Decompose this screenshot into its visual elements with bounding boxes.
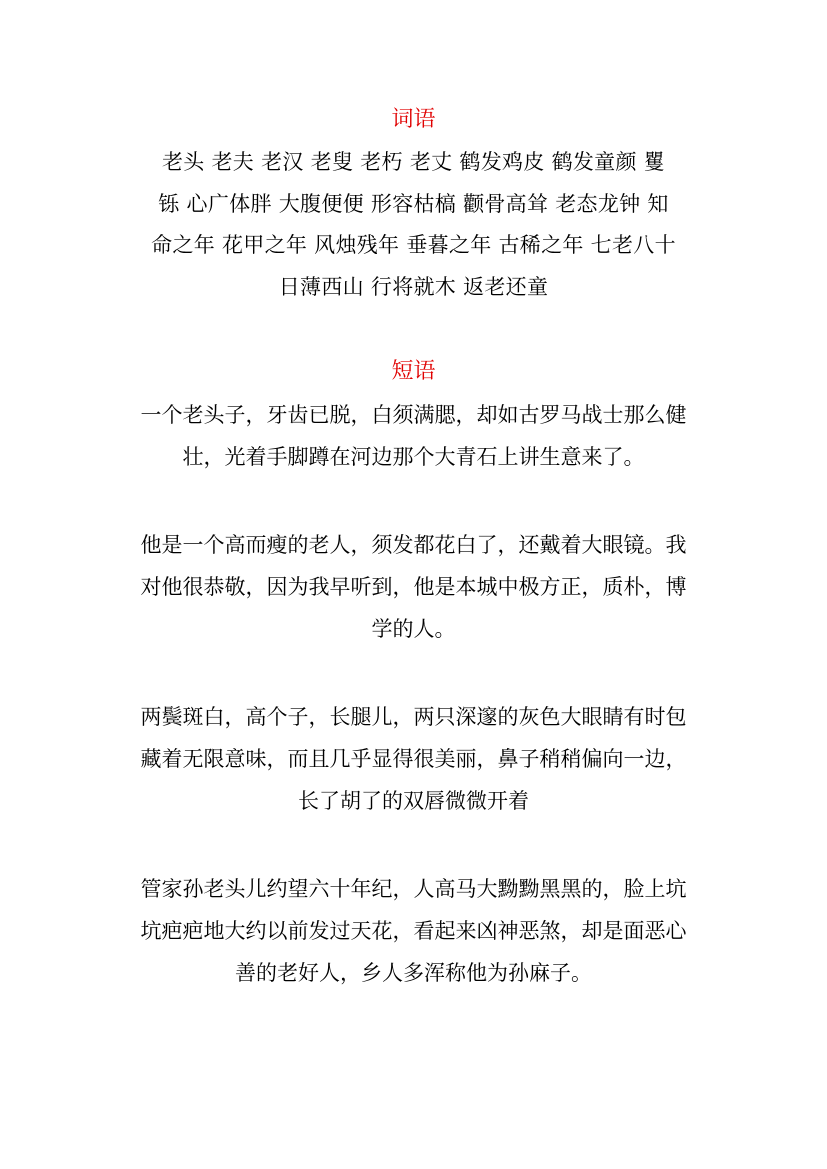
phrase-paragraph-2	[122, 524, 705, 650]
paragraph-line: 两鬓斑白，高个子，长腿儿，两只深邃的灰色大眼睛有时包	[140, 705, 687, 729]
paragraph-line: 学的人。	[371, 617, 456, 641]
paragraph-line: 善的老好人，乡人多浑称他为孙麻子。	[235, 961, 592, 985]
words-line: 命之年 花甲之年 风烛残年 垂暮之年 古稀之年 七老八十	[151, 233, 676, 257]
words-heading: 词语	[391, 107, 436, 132]
paragraph-line: 坑疤疤地大约以前发过天花，看起来凶神恶煞，却是面恶心	[140, 919, 687, 943]
words-line: 日薄西山 行将就木 返老还童	[278, 274, 549, 299]
paragraph-line: 对他很恭敬，因为我早听到，他是本城中极方正，质朴，博	[140, 575, 687, 599]
paragraph-line: 壮，光着手脚蹲在河边那个大青石上讲生意来了。	[182, 445, 645, 469]
phrase-paragraph-3	[122, 696, 705, 822]
document-page	[122, 100, 705, 994]
words-list	[122, 142, 705, 308]
words-line: 老头 老夫 老汉 老叟 老朽 老丈 鹤发鸡皮 鹤发童颜 矍	[161, 150, 666, 174]
phrases-heading: 短语	[391, 359, 436, 384]
paragraph-line: 管家孙老头儿约望六十年纪，人高马大黝黝黑黑的，脸上坑	[140, 877, 687, 901]
paragraph-line: 他是一个高而瘦的老人，须发都花白了，还戴着大眼镜。我	[140, 533, 687, 557]
phrase-paragraph-1	[122, 394, 705, 478]
words-line: 铄 心广体胖 大腹便便 形容枯槁 颧骨高耸 老态龙钟 知	[158, 191, 669, 216]
phrase-paragraph-4	[122, 868, 705, 994]
paragraph-line: 藏着无限意味，而且几乎显得很美丽，鼻子稍稍偏向一边，	[140, 747, 687, 771]
paragraph-line: 长了胡了的双唇微微开着	[298, 789, 529, 813]
paragraph-line: 一个老头子，牙齿已脱，白须满腮，却如古罗马战士那么健	[140, 403, 687, 427]
